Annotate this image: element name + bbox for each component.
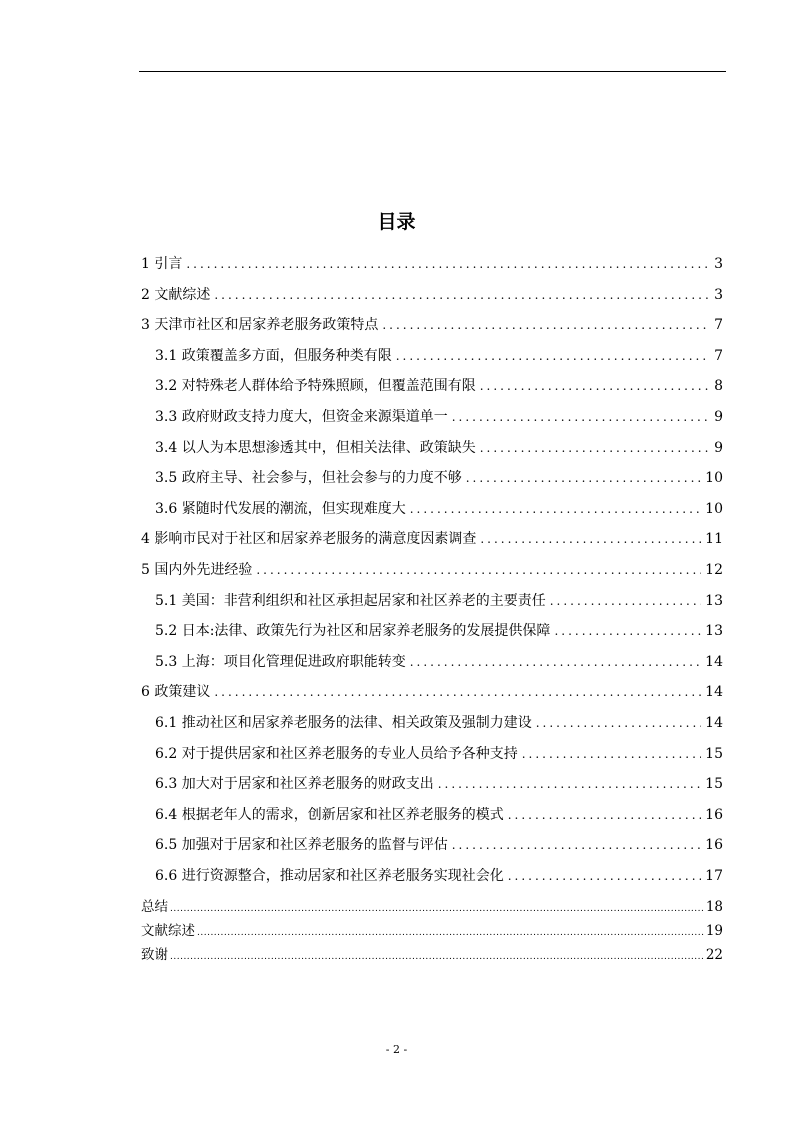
dot-leader: [480, 532, 701, 546]
toc-entry-label: 6.6 进行资源整合，推动居家和社区养老服务实现社会化: [155, 867, 504, 884]
toc-title: 目录: [377, 211, 416, 233]
toc-entry-label: 总结: [141, 899, 168, 916]
toc-entry[interactable]: [141, 834, 725, 865]
dot-leader: [214, 288, 709, 302]
toc-entry[interactable]: [141, 651, 725, 682]
dot-leader: [554, 624, 701, 638]
toc-entry-label: 3.3 政府财政支持力度大，但资金来源渠道单一: [155, 408, 448, 425]
dot-leader: [536, 716, 701, 730]
toc-entry-label: 5.2 日本:法律、政策先行为社区和居家养老服务的发展提供保障: [155, 623, 551, 640]
toc-entry-page: 10: [705, 500, 723, 517]
toc-entry-label: 3.2 对特殊老人群体给予特殊照顾，但覆盖范围有限: [155, 378, 476, 395]
dot-leader: [508, 869, 701, 883]
dot-leader: [170, 952, 704, 962]
dot-leader: [396, 349, 709, 363]
toc-entry-label: 5.1 美国：非营利组织和社区承担起居家和社区养老的主要责任: [155, 592, 546, 609]
toc-entry[interactable]: [141, 559, 725, 590]
toc-entry-label: 6.3 加大对于居家和社区养老服务的财政支出: [155, 776, 434, 793]
toc-entry-page: 14: [705, 684, 723, 701]
toc-entry-label: 1 引言: [141, 256, 183, 272]
dot-leader: [256, 563, 701, 577]
toc-entry-page: 3: [714, 256, 723, 272]
toc-entry-page: 13: [705, 592, 723, 609]
toc-entry-page: 7: [714, 317, 723, 334]
toc-entry-page: 16: [705, 806, 723, 823]
toc-entry-page: 19: [705, 923, 723, 940]
dot-leader: [480, 441, 709, 455]
toc-entry[interactable]: [141, 743, 725, 774]
toc-entry-label: 5 国内外先进经验: [141, 561, 253, 578]
toc-entry-label: 3.4 以人为本思想渗透其中，但相关法律、政策缺失: [155, 439, 476, 456]
toc-entry[interactable]: [141, 314, 725, 345]
toc-entry-page: 15: [705, 776, 723, 793]
toc-entry-label: 3.5 政府主导、社会参与，但社会参与的力度不够: [155, 470, 462, 487]
toc-entry[interactable]: [141, 590, 725, 621]
page-number: - 2 -: [385, 1043, 408, 1056]
toc-entry-page: 18: [705, 899, 723, 916]
toc-entry-page: 8: [714, 378, 723, 395]
dot-leader: [508, 808, 701, 822]
toc-entry-page: 15: [705, 745, 723, 762]
toc-entry-label: 6.4 根据老年人的需求，创新居家和社区养老服务的模式: [155, 806, 504, 823]
toc-entry-label: 2 文献综述: [141, 286, 211, 303]
dot-leader: [410, 502, 701, 516]
toc-entry-label: 6.5 加强对于居家和社区养老服务的监督与评估: [155, 837, 448, 854]
toc-entry-page: 14: [705, 714, 723, 731]
dot-leader: [522, 747, 701, 761]
toc-entry-page: 11: [705, 531, 723, 548]
dot-leader: [214, 685, 701, 699]
toc-entry[interactable]: [141, 253, 725, 284]
toc-entry-page: 3: [714, 286, 723, 303]
dot-leader: [438, 777, 701, 791]
toc-entry[interactable]: [141, 943, 725, 967]
toc-entry-label: 3.1 政策覆盖多方面，但服务种类有限: [155, 347, 392, 364]
toc-entry-label: 6.1 推动社区和居家养老服务的法律、相关政策及强制力建设: [155, 714, 532, 731]
dot-leader: [197, 928, 704, 938]
table-of-contents: [141, 253, 725, 967]
toc-entry-label: 6 政策建议: [141, 684, 211, 701]
toc-entry-label: 3.6 紧随时代发展的潮流，但实现难度大: [155, 500, 406, 517]
toc-entry[interactable]: [141, 437, 725, 468]
toc-entry-page: 9: [714, 439, 723, 456]
dot-leader: [550, 594, 701, 608]
toc-entry-label: 6.2 对于提供居家和社区养老服务的专业人员给予各种支持: [155, 745, 518, 762]
toc-entry[interactable]: [141, 681, 725, 712]
toc-entry-page: 12: [705, 561, 723, 578]
toc-entry-page: 13: [705, 623, 723, 640]
toc-entry[interactable]: [141, 498, 725, 529]
dot-leader: [186, 257, 709, 271]
dot-leader: [170, 904, 704, 914]
toc-entry[interactable]: [141, 865, 725, 896]
dot-leader: [410, 655, 701, 669]
toc-entry[interactable]: [141, 919, 725, 943]
toc-entry[interactable]: [141, 375, 725, 406]
toc-entry-label: 5.3 上海：项目化管理促进政府职能转变: [155, 653, 406, 670]
toc-entry[interactable]: [141, 467, 725, 498]
toc-entry[interactable]: [141, 284, 725, 315]
dot-leader: [452, 838, 701, 852]
toc-entry-page: 17: [705, 867, 723, 884]
toc-entry-page: 9: [714, 408, 723, 425]
toc-entry[interactable]: [141, 712, 725, 743]
toc-entry[interactable]: [141, 895, 725, 919]
header-rule: [139, 71, 726, 72]
dot-leader: [480, 379, 709, 393]
toc-entry-label: 4 影响市民对于社区和居家养老服务的满意度因素调查: [141, 531, 477, 548]
toc-entry-page: 14: [705, 653, 723, 670]
toc-entry-page: 10: [705, 470, 723, 487]
toc-entry[interactable]: [141, 345, 725, 376]
dot-leader: [452, 410, 709, 424]
toc-entry-label: 3 天津市社区和居家养老服务政策特点: [141, 317, 379, 334]
toc-entry[interactable]: [141, 773, 725, 804]
toc-entry[interactable]: [141, 406, 725, 437]
dot-leader: [382, 318, 709, 332]
toc-entry-label: 文献综述: [141, 923, 195, 940]
toc-entry[interactable]: [141, 528, 725, 559]
toc-entry-page: 7: [714, 347, 723, 364]
dot-leader: [466, 471, 701, 485]
toc-entry-page: 22: [705, 947, 723, 964]
toc-entry[interactable]: [141, 804, 725, 835]
toc-entry-label: 致谢: [141, 947, 168, 964]
toc-entry-page: 16: [705, 837, 723, 854]
toc-entry[interactable]: [141, 620, 725, 651]
